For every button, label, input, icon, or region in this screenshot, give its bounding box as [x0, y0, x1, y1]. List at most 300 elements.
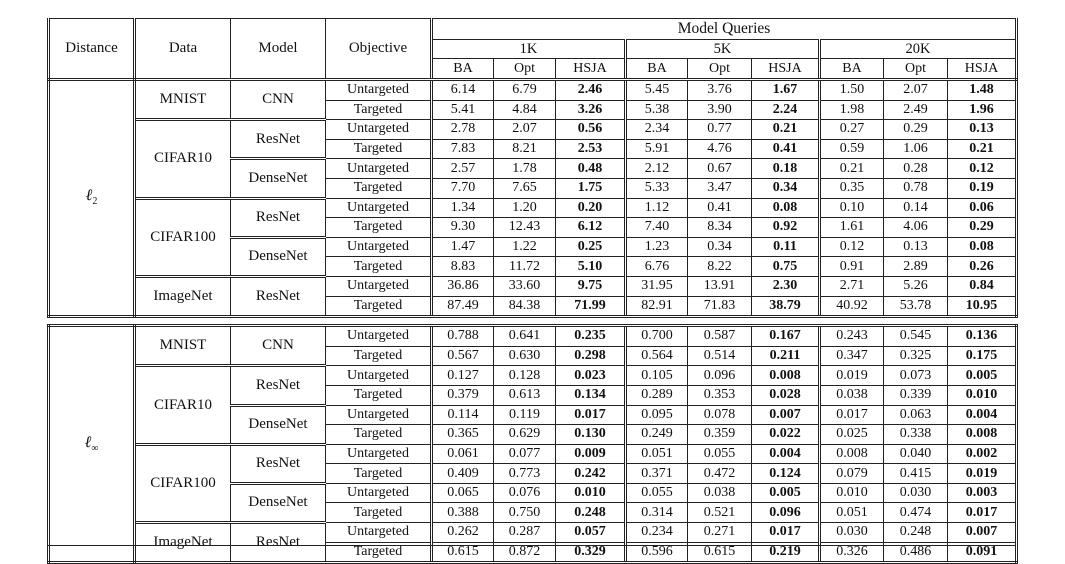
objective-cell: Untargeted	[326, 159, 432, 179]
value-cell: 0.14	[884, 198, 948, 218]
value-cell: 0.326	[820, 542, 884, 563]
best-value: 0.010	[574, 485, 606, 501]
value-cell: 2.78	[432, 120, 494, 140]
value-cell	[556, 366, 626, 386]
value-cell: 1.78	[494, 159, 556, 179]
value-cell: 2.07	[884, 80, 948, 101]
value-cell: 0.073	[884, 366, 948, 386]
objective-cell: Untargeted	[326, 366, 432, 386]
distance-subscript: ∞	[91, 442, 99, 454]
value-cell: 4.76	[688, 139, 752, 159]
header-method-opt: Opt	[884, 59, 948, 80]
table-row	[49, 276, 1017, 296]
value-cell	[948, 120, 1017, 140]
value-cell: 0.248	[884, 523, 948, 543]
value-cell	[948, 503, 1017, 523]
best-value: 0.12	[969, 160, 994, 176]
value-cell: 0.514	[688, 346, 752, 366]
value-cell	[948, 366, 1017, 386]
best-value: 0.06	[969, 199, 994, 215]
distance-subscript: 2	[92, 196, 98, 208]
best-value: 0.20	[577, 199, 603, 215]
value-cell: 7.65	[494, 178, 556, 198]
best-value: 1.48	[969, 82, 994, 98]
value-cell: 7.40	[626, 218, 688, 238]
table-row	[49, 198, 1017, 218]
best-value: 0.005	[965, 367, 998, 383]
value-cell: 0.287	[494, 523, 556, 543]
objective-cell: Untargeted	[326, 326, 432, 347]
best-value: 0.003	[965, 485, 998, 501]
value-cell: 0.28	[884, 159, 948, 179]
value-cell: 0.872	[494, 542, 556, 563]
best-value: 1.75	[577, 180, 603, 196]
value-cell: 7.70	[432, 178, 494, 198]
value-cell: 0.545	[884, 326, 948, 347]
best-value: 0.010	[965, 387, 998, 403]
value-cell: 0.243	[820, 326, 884, 347]
value-cell: 0.017	[820, 405, 884, 425]
value-cell	[948, 237, 1017, 257]
value-cell: 0.91	[820, 257, 884, 277]
value-cell	[556, 178, 626, 198]
best-value: 2.53	[577, 141, 603, 157]
section-l2	[49, 80, 1017, 317]
objective-cell: Untargeted	[326, 80, 432, 101]
model-cell: CNN	[231, 80, 326, 120]
value-cell: 1.06	[884, 139, 948, 159]
model-cell: ResNet	[231, 198, 326, 237]
header-distance: Distance	[49, 19, 135, 80]
model-cell: ResNet	[231, 523, 326, 563]
value-cell: 84.38	[494, 296, 556, 317]
value-cell	[752, 178, 820, 198]
objective-cell: Untargeted	[326, 405, 432, 425]
value-cell	[948, 178, 1017, 198]
distance-label	[49, 80, 135, 317]
value-cell: 0.587	[688, 326, 752, 347]
objective-cell: Targeted	[326, 257, 432, 277]
value-cell: 0.127	[432, 366, 494, 386]
value-cell: 1.12	[626, 198, 688, 218]
value-cell: 0.096	[688, 366, 752, 386]
value-cell: 0.564	[626, 346, 688, 366]
value-cell: 0.055	[688, 444, 752, 464]
value-cell	[752, 503, 820, 523]
value-cell: 7.83	[432, 139, 494, 159]
best-value: 2.30	[772, 278, 798, 294]
best-value: 0.13	[969, 121, 994, 137]
value-cell: 8.83	[432, 257, 494, 277]
objective-cell: Untargeted	[326, 120, 432, 140]
value-cell: 9.30	[432, 218, 494, 238]
best-value: 0.007	[965, 524, 998, 540]
objective-cell: Targeted	[326, 100, 432, 120]
value-cell: 0.347	[820, 346, 884, 366]
value-cell: 5.33	[626, 178, 688, 198]
value-cell	[752, 159, 820, 179]
value-cell	[752, 483, 820, 503]
value-cell: 0.078	[688, 405, 752, 425]
value-cell: 0.409	[432, 464, 494, 484]
value-cell	[556, 100, 626, 120]
value-cell: 0.615	[688, 542, 752, 563]
header-method-ba: BA	[626, 59, 688, 80]
value-cell: 0.629	[494, 425, 556, 445]
value-cell: 0.415	[884, 464, 948, 484]
objective-cell: Untargeted	[326, 483, 432, 503]
best-value: 0.11	[773, 239, 797, 255]
value-cell: 0.314	[626, 503, 688, 523]
value-cell: 0.019	[820, 366, 884, 386]
results-table	[47, 18, 1018, 564]
value-cell: 0.596	[626, 542, 688, 563]
best-value: 0.41	[772, 141, 798, 157]
value-cell	[556, 198, 626, 218]
data-cell: MNIST	[135, 80, 231, 120]
value-cell	[752, 385, 820, 405]
best-value: 0.29	[969, 219, 994, 235]
best-value: 0.028	[769, 387, 801, 403]
value-cell: 0.065	[432, 483, 494, 503]
value-cell: 0.008	[820, 444, 884, 464]
value-cell: 0.379	[432, 385, 494, 405]
value-cell	[948, 139, 1017, 159]
value-cell	[948, 198, 1017, 218]
value-cell: 11.72	[494, 257, 556, 277]
value-cell	[948, 257, 1017, 277]
model-cell: DenseNet	[231, 237, 326, 276]
value-cell: 82.91	[626, 296, 688, 317]
data-cell: CIFAR10	[135, 120, 231, 198]
value-cell	[556, 120, 626, 140]
value-cell: 71.83	[688, 296, 752, 317]
value-cell	[556, 159, 626, 179]
value-cell: 0.700	[626, 326, 688, 347]
value-cell: 0.030	[884, 483, 948, 503]
model-cell: ResNet	[231, 120, 326, 159]
value-cell: 0.025	[820, 425, 884, 445]
best-value: 0.248	[574, 504, 606, 520]
value-cell: 0.630	[494, 346, 556, 366]
gap-row	[49, 317, 1017, 326]
value-cell: 0.472	[688, 464, 752, 484]
table-row	[49, 366, 1017, 386]
header-method-hsja: HSJA	[556, 59, 626, 80]
best-value: 0.004	[965, 406, 998, 422]
value-cell: 0.289	[626, 385, 688, 405]
value-cell: 0.35	[820, 178, 884, 198]
value-cell	[556, 139, 626, 159]
model-cell: DenseNet	[231, 405, 326, 444]
value-cell: 4.84	[494, 100, 556, 120]
value-cell: 0.34	[688, 237, 752, 257]
distance-label	[49, 326, 135, 563]
value-cell: 0.114	[432, 405, 494, 425]
value-cell	[948, 464, 1017, 484]
best-value: 1.96	[969, 101, 994, 117]
best-value: 0.219	[769, 543, 801, 559]
objective-cell: Untargeted	[326, 237, 432, 257]
objective-cell: Targeted	[326, 385, 432, 405]
header-method-hsja: HSJA	[752, 59, 820, 80]
best-value: 0.004	[769, 445, 801, 461]
value-cell: 0.079	[820, 464, 884, 484]
value-cell: 0.038	[688, 483, 752, 503]
data-cell: CIFAR10	[135, 366, 231, 444]
value-cell: 5.38	[626, 100, 688, 120]
best-value: 0.134	[574, 387, 606, 403]
value-cell	[556, 503, 626, 523]
bottom-rule	[47, 545, 1015, 546]
best-value: 0.017	[965, 504, 998, 520]
best-value: 0.329	[574, 543, 606, 559]
value-cell: 3.47	[688, 178, 752, 198]
value-cell: 0.13	[884, 237, 948, 257]
table-row	[49, 80, 1017, 101]
value-cell	[948, 385, 1017, 405]
value-cell: 1.50	[820, 80, 884, 101]
value-cell: 0.773	[494, 464, 556, 484]
value-cell: 2.71	[820, 276, 884, 296]
value-cell: 40.92	[820, 296, 884, 317]
best-value: 6.12	[577, 219, 603, 235]
header-budget-20K: 20K	[820, 40, 1017, 59]
best-value: 0.008	[965, 426, 998, 442]
objective-cell: Targeted	[326, 503, 432, 523]
best-value: 0.130	[574, 426, 606, 442]
value-cell: 0.388	[432, 503, 494, 523]
value-cell: 0.371	[626, 464, 688, 484]
best-value: 2.24	[772, 101, 798, 117]
distance-symbol: ℓ	[85, 187, 93, 205]
value-cell: 13.91	[688, 276, 752, 296]
value-cell: 0.061	[432, 444, 494, 464]
best-value: 0.48	[577, 160, 603, 176]
best-value: 0.21	[772, 121, 798, 137]
value-cell: 0.10	[820, 198, 884, 218]
value-cell	[752, 464, 820, 484]
value-cell: 6.76	[626, 257, 688, 277]
gap-cell	[49, 317, 1017, 326]
value-cell: 0.750	[494, 503, 556, 523]
value-cell: 0.788	[432, 326, 494, 347]
table-row	[49, 523, 1017, 543]
value-cell: 0.063	[884, 405, 948, 425]
value-cell: 0.615	[432, 542, 494, 563]
best-value: 1.67	[772, 82, 798, 98]
value-cell: 1.34	[432, 198, 494, 218]
value-cell: 0.59	[820, 139, 884, 159]
data-cell: CIFAR100	[135, 198, 231, 276]
value-cell	[752, 257, 820, 277]
best-value: 0.007	[769, 406, 801, 422]
value-cell: 0.521	[688, 503, 752, 523]
best-value: 0.096	[769, 504, 801, 520]
value-cell: 0.359	[688, 425, 752, 445]
best-value: 0.19	[969, 180, 994, 196]
best-value: 0.167	[769, 328, 801, 344]
objective-cell: Targeted	[326, 139, 432, 159]
value-cell	[556, 80, 626, 101]
value-cell	[556, 425, 626, 445]
best-value: 0.242	[574, 465, 606, 481]
model-cell: DenseNet	[231, 159, 326, 198]
value-cell	[752, 523, 820, 543]
best-value: 0.002	[965, 445, 998, 461]
value-cell: 0.051	[626, 444, 688, 464]
header-method-opt: Opt	[688, 59, 752, 80]
objective-cell: Targeted	[326, 296, 432, 317]
best-value: 0.298	[574, 348, 606, 364]
value-cell: 0.365	[432, 425, 494, 445]
value-cell: 0.67	[688, 159, 752, 179]
table-row	[49, 444, 1017, 464]
model-cell: CNN	[231, 326, 326, 366]
value-cell	[948, 276, 1017, 296]
value-cell	[948, 523, 1017, 543]
value-cell	[556, 218, 626, 238]
value-cell: 0.055	[626, 483, 688, 503]
objective-cell: Targeted	[326, 178, 432, 198]
value-cell: 0.128	[494, 366, 556, 386]
header-model-queries: Model Queries	[432, 19, 1017, 40]
value-cell: 2.07	[494, 120, 556, 140]
value-cell	[556, 483, 626, 503]
data-cell: CIFAR100	[135, 444, 231, 522]
best-value: 0.235	[574, 328, 606, 344]
best-value: 0.009	[574, 445, 606, 461]
objective-cell: Untargeted	[326, 276, 432, 296]
best-value: 0.091	[965, 543, 998, 559]
value-cell: 4.06	[884, 218, 948, 238]
value-cell: 5.26	[884, 276, 948, 296]
data-cell: ImageNet	[135, 276, 231, 316]
best-value: 0.211	[769, 348, 801, 364]
value-cell: 0.41	[688, 198, 752, 218]
value-cell: 31.95	[626, 276, 688, 296]
best-value: 0.022	[769, 426, 801, 442]
value-cell: 2.34	[626, 120, 688, 140]
value-cell: 0.27	[820, 120, 884, 140]
data-cell: ImageNet	[135, 523, 231, 563]
best-value: 0.56	[577, 121, 603, 137]
value-cell: 1.61	[820, 218, 884, 238]
objective-cell: Targeted	[326, 346, 432, 366]
value-cell: 0.262	[432, 523, 494, 543]
value-cell	[752, 405, 820, 425]
best-value: 0.017	[574, 406, 606, 422]
best-value: 0.005	[769, 485, 801, 501]
value-cell: 5.45	[626, 80, 688, 101]
value-cell	[948, 159, 1017, 179]
value-cell: 0.105	[626, 366, 688, 386]
value-cell	[948, 80, 1017, 101]
value-cell: 1.22	[494, 237, 556, 257]
value-cell: 8.34	[688, 218, 752, 238]
value-cell: 0.338	[884, 425, 948, 445]
value-cell	[556, 346, 626, 366]
value-cell: 2.12	[626, 159, 688, 179]
value-cell: 0.339	[884, 385, 948, 405]
best-value: 0.26	[969, 258, 994, 274]
value-cell: 53.78	[884, 296, 948, 317]
header-row-1	[49, 19, 1017, 40]
value-cell	[948, 296, 1017, 317]
header-method-hsja: HSJA	[948, 59, 1017, 80]
best-value: 0.124	[769, 465, 801, 481]
value-cell	[948, 100, 1017, 120]
value-cell	[752, 425, 820, 445]
header-method-ba: BA	[432, 59, 494, 80]
best-value: 9.75	[577, 278, 603, 294]
best-value: 10.95	[965, 297, 998, 313]
distance-symbol: ℓ	[84, 433, 92, 451]
value-cell: 33.60	[494, 276, 556, 296]
value-cell: 5.41	[432, 100, 494, 120]
value-cell: 0.010	[820, 483, 884, 503]
value-cell: 0.486	[884, 542, 948, 563]
value-cell: 0.77	[688, 120, 752, 140]
data-cell: MNIST	[135, 326, 231, 366]
header-data: Data	[135, 19, 231, 80]
value-cell	[556, 523, 626, 543]
objective-cell: Targeted	[326, 218, 432, 238]
value-cell: 8.22	[688, 257, 752, 277]
value-cell: 0.076	[494, 483, 556, 503]
value-cell	[752, 198, 820, 218]
best-value: 71.99	[574, 297, 606, 313]
model-cell: ResNet	[231, 276, 326, 316]
best-value: 0.25	[577, 239, 603, 255]
value-cell	[752, 80, 820, 101]
value-cell: 36.86	[432, 276, 494, 296]
header-method-ba: BA	[820, 59, 884, 80]
value-cell: 6.79	[494, 80, 556, 101]
value-cell: 0.613	[494, 385, 556, 405]
best-value: 0.18	[772, 160, 798, 176]
value-cell: 0.040	[884, 444, 948, 464]
value-cell	[752, 444, 820, 464]
table-row	[49, 120, 1017, 140]
value-cell: 1.98	[820, 100, 884, 120]
value-cell	[556, 464, 626, 484]
value-cell	[556, 276, 626, 296]
best-value: 0.136	[965, 328, 998, 344]
value-cell	[752, 237, 820, 257]
table-row	[49, 326, 1017, 347]
value-cell: 0.474	[884, 503, 948, 523]
best-value: 0.008	[769, 367, 801, 383]
value-cell	[752, 366, 820, 386]
header-objective: Objective	[326, 19, 432, 80]
value-cell: 0.119	[494, 405, 556, 425]
value-cell	[948, 483, 1017, 503]
model-cell: ResNet	[231, 366, 326, 405]
value-cell	[556, 296, 626, 317]
best-value: 2.46	[577, 82, 603, 98]
value-cell: 1.23	[626, 237, 688, 257]
value-cell	[556, 237, 626, 257]
section-gap	[49, 317, 1017, 326]
best-value: 0.84	[969, 278, 994, 294]
value-cell: 2.89	[884, 257, 948, 277]
value-cell: 0.78	[884, 178, 948, 198]
value-cell: 6.14	[432, 80, 494, 101]
best-value: 0.057	[574, 524, 606, 540]
value-cell: 0.567	[432, 346, 494, 366]
value-cell	[752, 218, 820, 238]
